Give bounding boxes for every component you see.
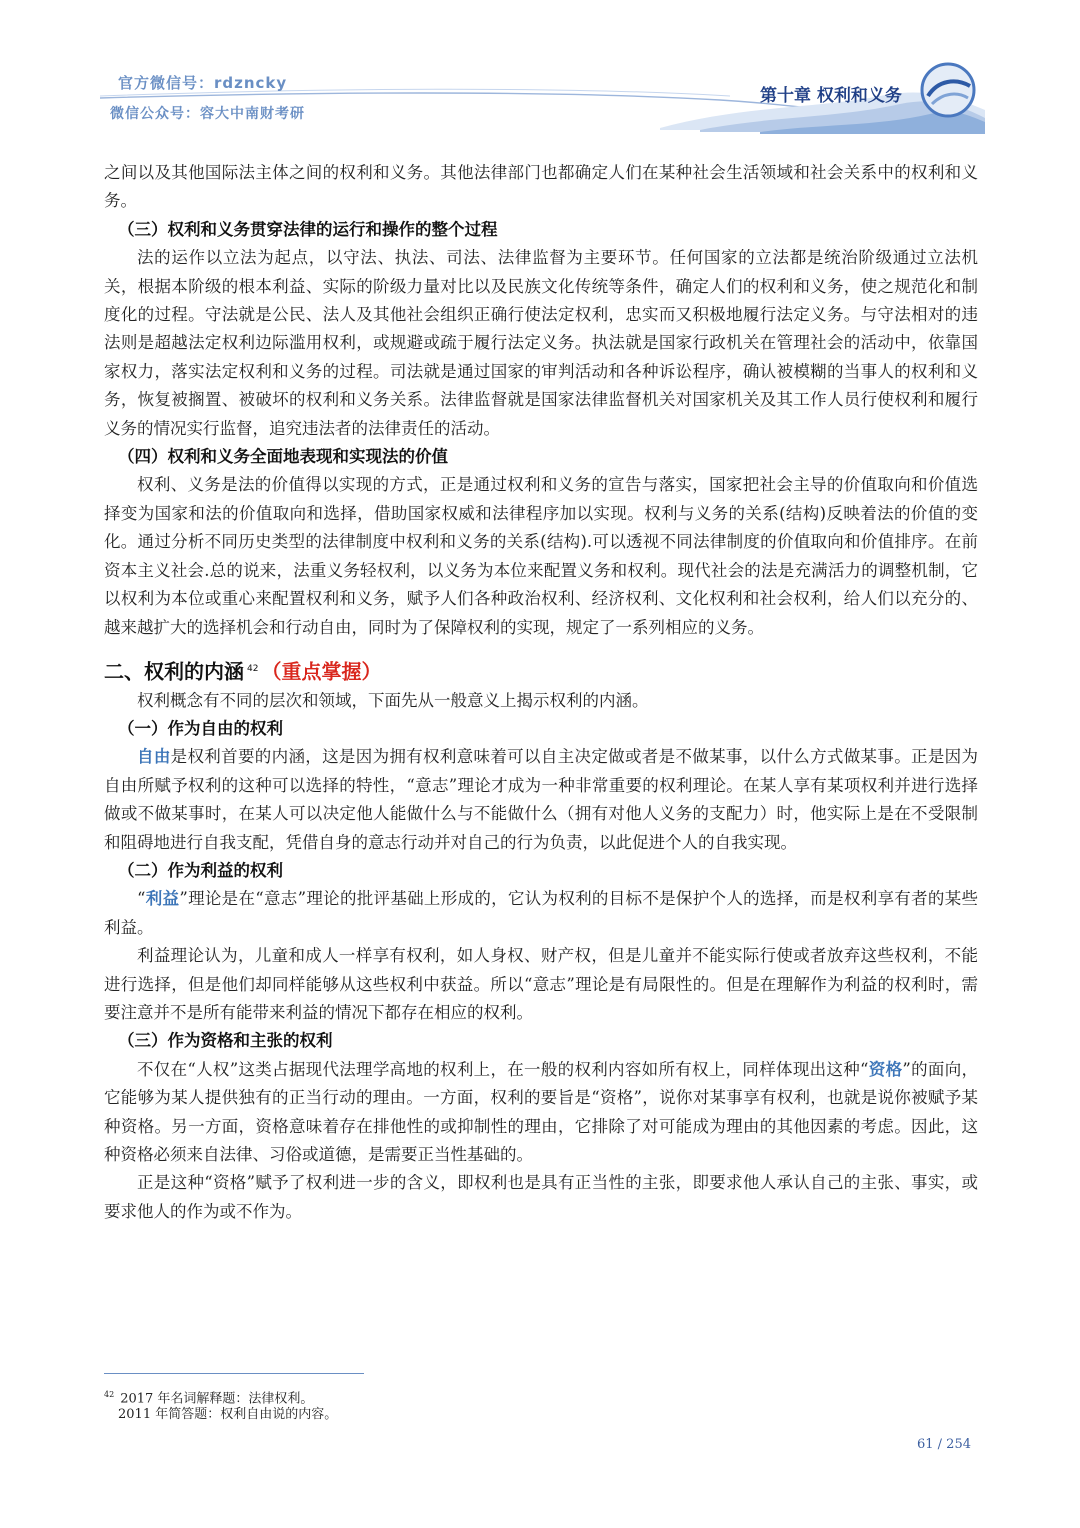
page-body bbox=[104, 159, 978, 1226]
subheading: （一）作为自由的权利 bbox=[118, 718, 283, 738]
subheading: （四）权利和义务全面地表现和实现法的价值 bbox=[118, 447, 448, 467]
footnote-line-2: 2011 年简答题：权利自由说的内容。 bbox=[118, 1407, 338, 1422]
paragraph: 之间以及其他国际法主体之间的权利和义务。其他法律部门也都确定人们在某种社会生活领域和社会关系中的权利和义务。 bbox=[104, 163, 978, 211]
chapter-title: 第十章 权利和义务 bbox=[760, 86, 902, 106]
paragraph-text: ”理论是在“意志”理论的批评基础上形成的，它认为权利的目标不是保护个人的选择，而是权利享有者的某些利益。 bbox=[104, 889, 979, 937]
keyword-freedom: 自由 bbox=[137, 747, 171, 767]
paragraph-text: ”的面向，它能够为某人提供独有的正当行动的理由。一方面，权利的要旨是“资格”，说你对某事享有权利，也就是说你被赋予某种资格。另一方面，资格意味着存在排他性的或抑制性的理由，它排除了对可能成为理由的其他因素的考虑。因此，这种资格必须来自法律、习俗或道德，是需要正当性基础的。 bbox=[104, 1059, 979, 1165]
page-number: 61 / 254 bbox=[917, 1437, 971, 1452]
paragraph: 法的运作以立法为起点，以守法、执法、司法、法律监督为主要环节。任何国家的立法都是统治阶级通过立法机关，根据本阶级的根本利益、实际的阶级力量对比以及民族文化传统等条件，确定人们的权利和义务，使之规范化和制度化的过程。守法就是公民、法人及其他社会组织正确行使法定权利，忠实而又积极地履行法定义务。与守法相对的违法则是超越法定权利边际滥用权利，或规避或疏于履行法定义务。执法就是国家行政机关在管理社会的活动中，依靠国家权力，落实法定权利和义务的过程。司法就是通过国家的审判活动和各种诉讼程序，确认被模糊的当事人的权利和义务，恢复被搁置、被破坏的权利和义务关系。法律监督就是国家法律监督机关对国家机关及其工作人员行使权利和履行义务的情况实行监督，追究违法者的法律责任的活动。 bbox=[104, 248, 978, 438]
footnote-divider bbox=[104, 1373, 364, 1374]
footnote-mark: 42 bbox=[104, 1390, 115, 1399]
keyword-qualification: 资格 bbox=[868, 1059, 903, 1079]
paragraph: 正是这种“资格”赋予了权利进一步的含义，即权利也是具有正当性的主张，即要求他人承认自己的主张、事实，或要求他人的作为或不作为。 bbox=[104, 1173, 978, 1221]
footnote-reference[interactable]: 42 bbox=[247, 663, 259, 674]
footnote-line-1 bbox=[104, 1386, 313, 1408]
section-title: 二、权利的内涵 bbox=[104, 659, 244, 684]
official-wechat-id: 官方微信号：rdzncky bbox=[118, 74, 288, 92]
paragraph bbox=[104, 743, 978, 857]
quote-mark: “ bbox=[137, 889, 146, 909]
keyword-interest: 利益 bbox=[145, 889, 180, 909]
subheading: （三）作为资格和主张的权利 bbox=[118, 1031, 333, 1051]
wechat-public-account: 微信公众号：容大中南财考研 bbox=[110, 106, 305, 122]
subheading: （二）作为利益的权利 bbox=[118, 861, 283, 880]
subheading: （三）权利和义务贯穿法律的运行和操作的整个过程 bbox=[118, 219, 498, 239]
paragraph: 权利概念有不同的层次和领域，下面先从一般意义上揭示权利的内涵。 bbox=[137, 690, 649, 710]
paragraph: 权利、义务是法的价值得以实现的方式，正是通过权利和义务的宣告与落实，国家把社会主导的价值取向和价值选择变为国家和法的价值取向和选择，借助国家权威和法律程序加以实现。权利与义务的关系(结构)反映着法的价值的变化。通过分析不同历史类型的法律制度中权利和义务的关系(结构).可以透视不同法律制度的价值取向和价值排序。在前资本主义社会.总的说来，法重义务轻权利，以义务为本位来配置义务和权利。现代社会的法是充满活力的调整机制，它以权利为本位或重心来配置权利和义务，赋予人们各种政治权利、经济权利、文化权利和社会权利，给人们以充分的、越来越扩大的选择机会和行动自由，同时为了保障权利的实现，规定了一系列相应的义务。 bbox=[104, 475, 978, 637]
paragraph bbox=[104, 1056, 978, 1170]
paragraph: 利益理论认为，儿童和成人一样享有权利，如人身权、财产权，但是儿童并不能实际行使或者放弃这些权利，不能进行选择，但是他们却同样能够从这些权利中获益。所以“意志”理论是有局限性的。但是在理解作为利益的权利时，需要注意并不是所有能带来利益的情况下都存在相应的权利。 bbox=[104, 946, 978, 1023]
section-heading bbox=[104, 654, 978, 687]
paragraph-text: 是权利首要的内涵，这是因为拥有权利意味着可以自主决定做或者是不做某事，以什么方式做某事。正是因为自由所赋予权利的这种可以选择的特性，“意志”理论才成为一种非常重要的权利理论。在某人享有某项权利并进行选择做或不做某事时，在某人可以决定他人能做什么与不能做什么（拥有对他人义务的支配力）时，他实际上是在不受限制和阻碍地进行自我支配，凭借自身的意志行动并对自己的行为负责，以此促进个人的自我实现。 bbox=[104, 747, 979, 852]
footnote-text: 2017 年名词解释题：法律权利。 bbox=[120, 1391, 314, 1407]
paragraph-text: 不仅在“人权”这类占据现代法理学高地的权利上，在一般的权利内容如所有权上，同样体现出这种“ bbox=[137, 1059, 869, 1079]
section-emphasis: （重点掌握） bbox=[261, 659, 382, 684]
logo-icon bbox=[918, 60, 978, 120]
paragraph bbox=[104, 885, 978, 942]
page-header bbox=[0, 0, 1080, 150]
